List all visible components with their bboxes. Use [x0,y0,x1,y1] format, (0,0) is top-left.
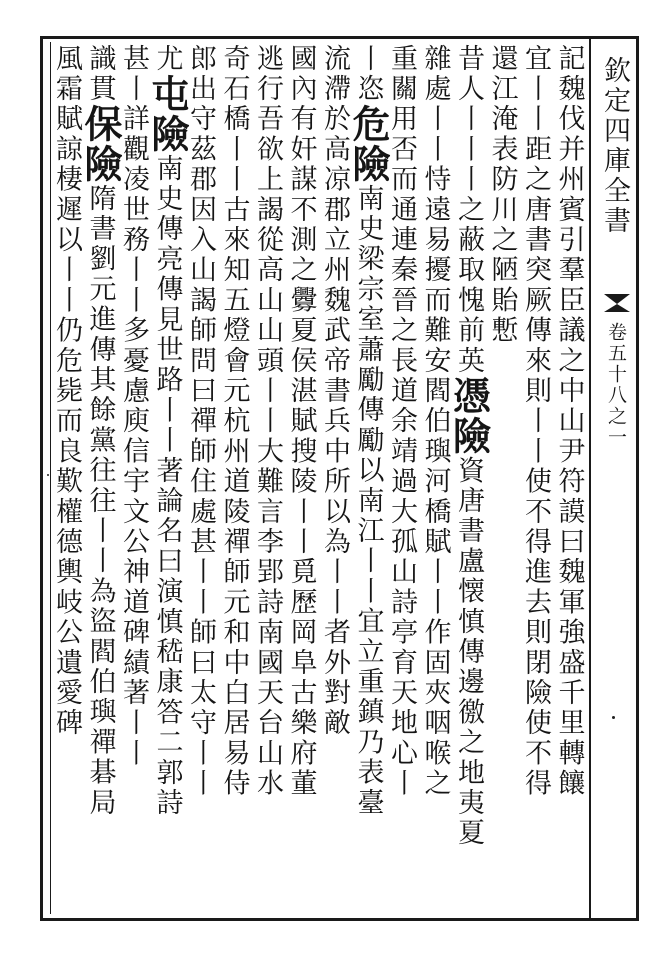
column-text: 雜處丨丨恃遠易擾而難安閻伯璵河橋賦丨丨作固夾咽喉之 [419,44,451,799]
text-column [51,44,82,914]
entry-heading: 危險 [346,104,391,185]
column-text: 還江淹表防川之陋貽慙 [486,44,518,346]
ink-speck [47,474,49,476]
entry-heading: 屯險 [145,74,190,155]
text-column [520,44,551,914]
text-column [145,44,190,914]
entry-heading: 保險 [78,104,123,185]
text-column [346,44,391,914]
column-text: 逃行吾欲上謁從高山山頭丨丨大難言李郢詩南國天台山水 [252,44,283,799]
column-text: 奇石橋丨丨古來知五燈會元杭州道陵禪師元和中白居易侍 [218,44,250,799]
entry-heading: 憑險 [446,376,492,457]
column-text: 尤 [151,44,183,75]
text-column [252,44,283,914]
column-text: 風霜賦諒棲遲以丨丨仍危毙而良歎權德輿岐公遺愛碑 [51,44,82,739]
ink-speck [612,716,615,719]
bottom-border [40,918,638,921]
fish-tail-icon [604,290,630,316]
column-text: 重關用否而通連秦晉之長道余靖過大孤山詩亭育天地心丨 [386,44,417,799]
top-border [40,36,638,39]
column-text: 郎出守茲郡因入山謁師問曰禪師住處甚丨丨師曰太守丨丨 [185,44,216,799]
text-column [219,44,250,914]
text-column [78,44,123,914]
column-text: 流滯於高凉郡立州魏武帝書兵中所以為丨丨者外對敵 [319,44,350,739]
text-column [420,44,451,914]
column-text: 隋書劉元進傳其餘黨往往丨丨為盜閻伯璵禪碁局 [84,184,116,819]
book-title: 欽定四庫全書 [599,56,630,236]
column-text: 資唐書盧懐慎傳邊徼之地夷夏 [453,456,484,849]
text-column [319,44,350,914]
column-text: 宜丨丨距之唐書突厥傳來則丨丨使不得進去則閉險使不得 [520,44,551,799]
text-column [185,44,216,914]
volume-label: 卷五十八之一 [605,322,627,448]
column-text: 識貫 [84,44,116,105]
column-text: 記魏伐并州賓引羣臣議之中山尹符謨曰魏軍強盛千里轉饟 [553,44,585,799]
column-text: 丨恣 [352,44,384,105]
column-text: 南史梁宗室蕭勵傳勵以南江丨丨宜立重鎮乃表臺 [352,184,384,819]
text-column [554,44,585,914]
column-text: 南史傳亮傳見世路丨丨著論名曰演慎嵇康答二郭詩 [151,154,183,819]
fish-tail-ornament [604,290,630,316]
margin-divider [589,36,591,921]
column-text: 甚丨詳觀凌世務丨丨多憂慮庾信宇文公神道碑績著丨丨 [118,44,149,769]
text-column [286,44,317,914]
left-border [40,36,43,921]
text-column [446,44,492,914]
column-text: 昔人丨丨丨之蔽取愧前英 [453,44,484,377]
right-border [636,36,639,921]
column-text: 國內有奸謀不測之釁夏侯湛賦搜陵丨丨覓歷岡阜古樂府董 [285,44,317,799]
text-column [487,44,518,914]
